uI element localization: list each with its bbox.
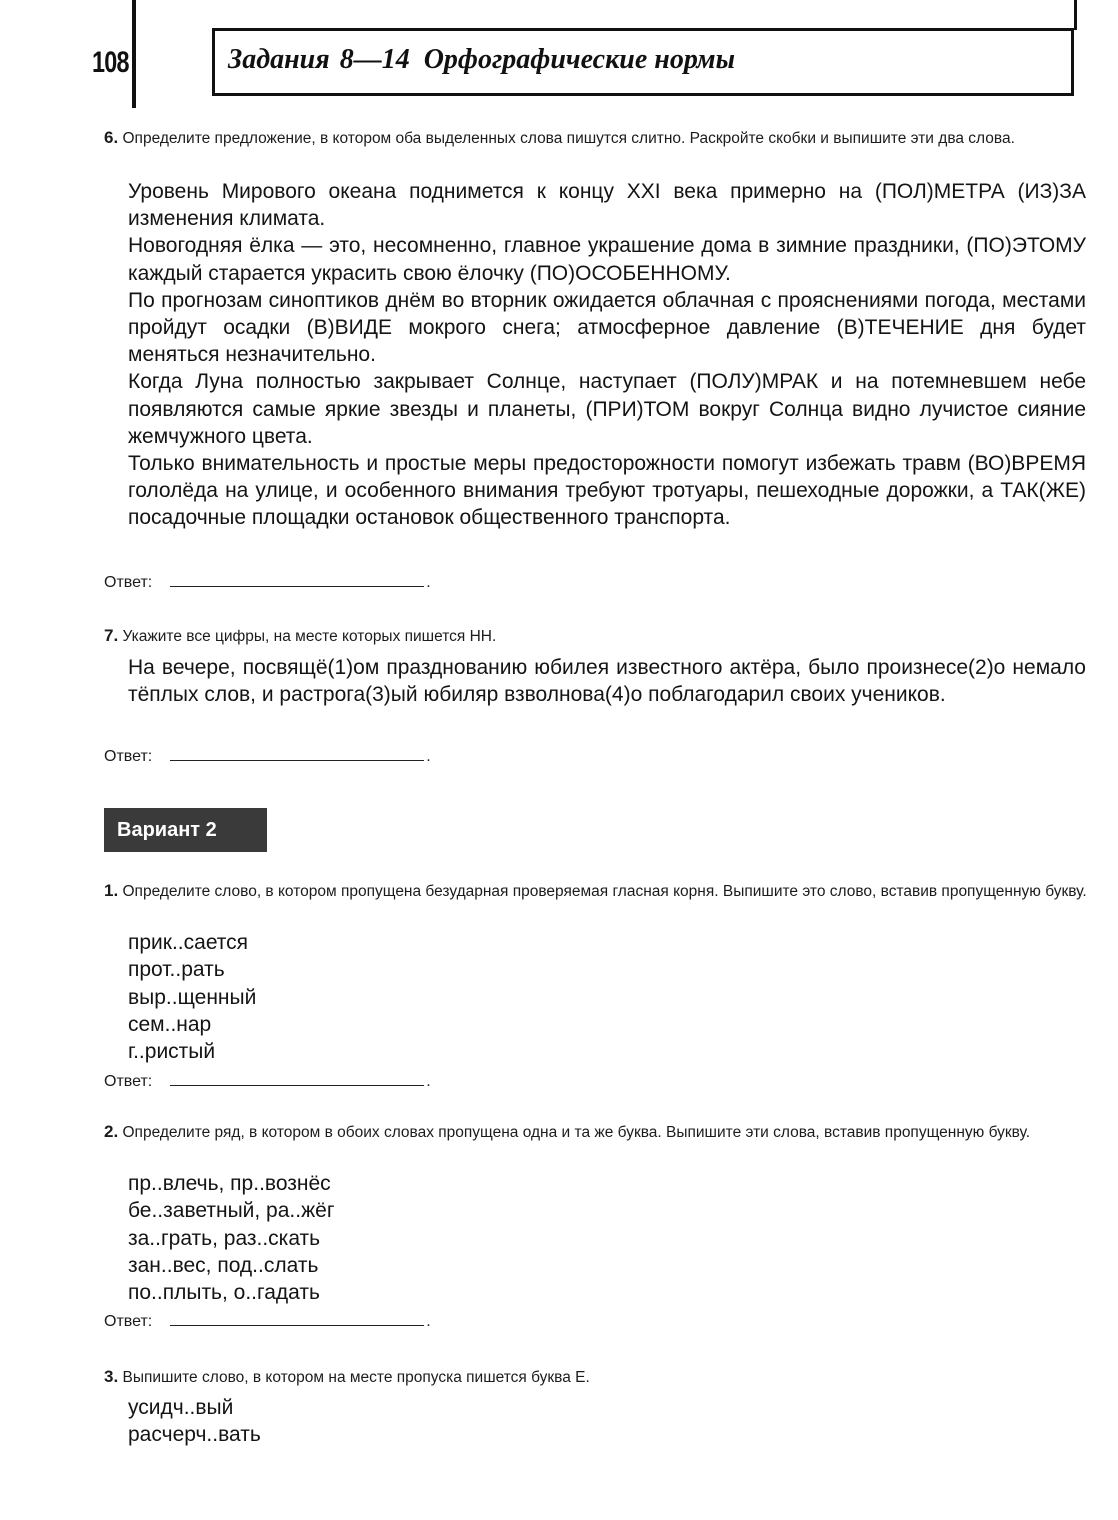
v2-task-2-question [104,1122,1088,1143]
list-item: прот..рать [128,958,225,982]
v2-task-3-number: 3. [104,1367,119,1386]
task-7-text [128,654,1086,708]
v2-task-2-number: 2. [104,1122,119,1141]
header-top-rule [1074,0,1077,30]
list-item: пр..влечь, пр..вознёс [128,1172,331,1195]
v2-task-3-question [104,1367,1088,1388]
v2-task-2-question-text: Определите ряд, в котором в обоих словах пропущена одна и та же буква. Выпишите эти слова, вставив пропущенную букву. [122,1124,1031,1141]
answer-blank-field[interactable] [170,572,424,587]
answer-blank-field[interactable] [170,746,424,761]
task-7-paragraph: На вечере, посвящё(1)ом празднованию юбилея известного актёра, было произнесе(2)о немало тёплых слов, и растрога(3)ый юбиляр взволнова(4)о поблагодарил своих учеников. [128,656,1086,707]
list-item: зан..вес, под..слать [128,1253,319,1277]
list-item: г..ристый [128,1040,216,1064]
task-6-question-text: Определите предложение, в котором оба выделенных слова пишутся слитно. Раскройте скобки и выпишите эти два слова. [122,130,1015,147]
answer-label: Ответ: [104,748,153,765]
left-margin-rule [132,0,136,108]
v2-task-1-number: 1. [104,881,119,900]
v2-task-2-answer: Ответ: . [104,1313,431,1330]
v2-task-1-question-text: Определите слово, в котором пропущена безударная проверяемая гласная корня. Выпишите это слово, вставив пропущенную букву. [122,883,1087,900]
answer-label: Ответ: [104,1313,153,1330]
list-item: выр..щенный [128,985,257,1009]
v2-task-1-word-list [128,929,256,1065]
task-6-question [104,128,1088,149]
task-7-question [104,626,1088,647]
v2-task-2-word-list [128,1170,334,1306]
task-6-sentence: Уровень Мирового океана поднимется к концу XXI века примерно на (ПОЛ)МЕТРА (ИЗ)ЗА изменения климата. [128,180,1086,231]
answer-label: Ответ: [104,1073,153,1090]
v2-task-3-question-text: Выпишите слово, в котором на месте пропуска пишется буква Е. [122,1369,590,1386]
list-item: усидч..вый [128,1396,234,1419]
task-7-number: 7. [104,626,119,645]
answer-blank-field[interactable] [170,1071,424,1086]
v2-task-1-question [104,881,1088,902]
task-6-number: 6. [104,128,119,147]
list-item: сем..нар [128,1012,212,1036]
v2-task-3-word-list [128,1394,261,1449]
section-title: Орфографические нормы [423,44,736,75]
task-7-question-text: Укажите все цифры, на месте которых пишется НН. [122,628,497,645]
list-item: бе..заветный, ра..жёг [128,1199,335,1223]
list-item: по..плыть, о..гадать [128,1281,320,1305]
answer-blank-field[interactable] [170,1311,424,1326]
task-6-sentence: Новогодняя ёлка — это, несомненно, главное украшение дома в зимние праздники, (ПО)ЭТОМУ каждый старается украсить свою ёлочку (ПО)ОСОБЕННОМУ. [128,234,1086,285]
list-item: за..грать, раз..скать [128,1226,321,1250]
list-item: прик..сается [128,931,249,954]
task-6-answer: Ответ: . [104,574,431,591]
task-6-sentence: По прогнозам синоптиков днём во вторник ожидается облачная с прояснениями погода, местами пройдут осадки (В)ВИДЕ мокрого снега; атмосферное давление (В)ТЕЧЕНИЕ дня будет меняться незначительно. [128,288,1086,367]
page-number: 108 [92,46,129,79]
task-6-sentence: Когда Луна полностью закрывает Солнце, наступает (ПОЛУ)МРАК и на потемневшем небе появляются самые яркие звезды и планеты, (ПРИ)ТОМ вокруг Солнца видно лучистое сияние жемчужного цвета. [128,370,1086,448]
list-item: расчерч..вать [128,1423,261,1447]
section-header-title [228,44,735,76]
answer-label: Ответ: [104,574,153,591]
variant-2-heading: Вариант 2 [104,808,267,852]
task-6-sentences [128,178,1086,532]
tasks-range: 8—14 [339,44,410,75]
v2-task-1-answer: Ответ: . [104,1073,431,1090]
tasks-label: Задания [228,44,330,75]
task-7-answer: Ответ: . [104,748,431,765]
task-6-sentence: Только внимательность и простые меры предосторожности помогут избежать травм (ВО)ВРЕМЯ гололёда на улице, и особенного внимания требуют тротуары, пешеходные дорожки, а ТАК(ЖЕ) посадочные площадки остановок общественного транспорта. [128,452,1086,530]
